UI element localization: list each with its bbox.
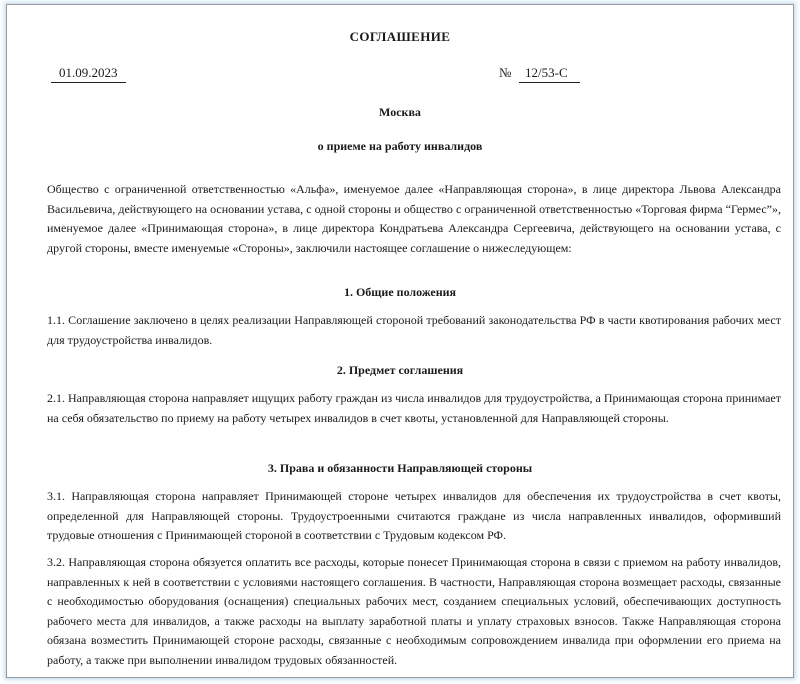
section-1-heading: 1. Общие положения — [343, 285, 457, 299]
document-page — [6, 4, 794, 678]
preamble-paragraph: Общество с ограниченной ответственностью «Альфа», именуемое далее «Направляющая сторона», в лице директора Львова Александра Васильевича, действующего на основании устава, с одной стороны и общество с ограниченной ответственностью «Торговая фирма “Гермес”», именуемое далее «Принимающая сторона», в лице директора Кондратьева Александра Сергеевича, действующего на основании устава, с другой стороны, вместе именуемые «Стороны», заключили настоящее соглашение о нижеследующем: — [47, 182, 781, 255]
document-title: СОГЛАШЕНИЕ — [349, 29, 451, 44]
paragraph-1-1: 1.1. Соглашение заключено в целях реализации Направляющей стороной требований законодательства РФ в части квотирования рабочих мест для трудоустройства инвалидов. — [47, 313, 781, 347]
paragraph-2-1: 2.1. Направляющая сторона направляет ищущих работу граждан из числа инвалидов для трудоустройства, а Принимающая сторона принимает на себя обязательство по приему на работу четырех инвалидов в счет квоты, установленной для Направляющей стороны. — [47, 391, 781, 425]
document-subject: о приеме на работу инвалидов — [317, 139, 483, 153]
number-label: № — [499, 65, 512, 80]
city: Москва — [379, 105, 421, 119]
section-3-heading: 3. Права и обязанности Направляющей стороны — [267, 461, 533, 475]
document-date: 01.09.2023 — [51, 65, 126, 83]
document-number: 12/53-С — [519, 65, 580, 83]
paragraph-3-1: 3.1. Направляющая сторона направляет Принимающей стороне четырех инвалидов для обеспечения их трудоустройства в счет квоты, определенной для Направляющей стороны. Трудоустроенными считаются граждане из числа направленных инвалидов, оформивший трудовые отношения с Принимающей стороной в соответствии с Трудовым кодексом РФ. — [47, 489, 781, 542]
paragraph-3-2: 3.2. Направляющая сторона обязуется оплатить все расходы, которые понесет Принимающая сторона в связи с приемом на работу инвалидов, направленных к ней в соответствии с условиями настоящего соглашения. В частности, Направляющая сторона возмещает расходы, связанные с необходимостью оборудования (оснащения) специальных рабочих мест, созданием специальных условий, обеспечивающих доступность рабочего места для инвалидов, а также расходы на выплату заработной платы и уплату страховых взносов. Также Направляющая сторона обязана возместить Принимающей стороне расходы, связанные с необходимым сопровождением инвалида при оформлении его приема на работу, а также при выполнении инвалидом трудовых обязанностей. — [47, 555, 781, 667]
section-2-heading: 2. Предмет соглашения — [336, 363, 464, 377]
